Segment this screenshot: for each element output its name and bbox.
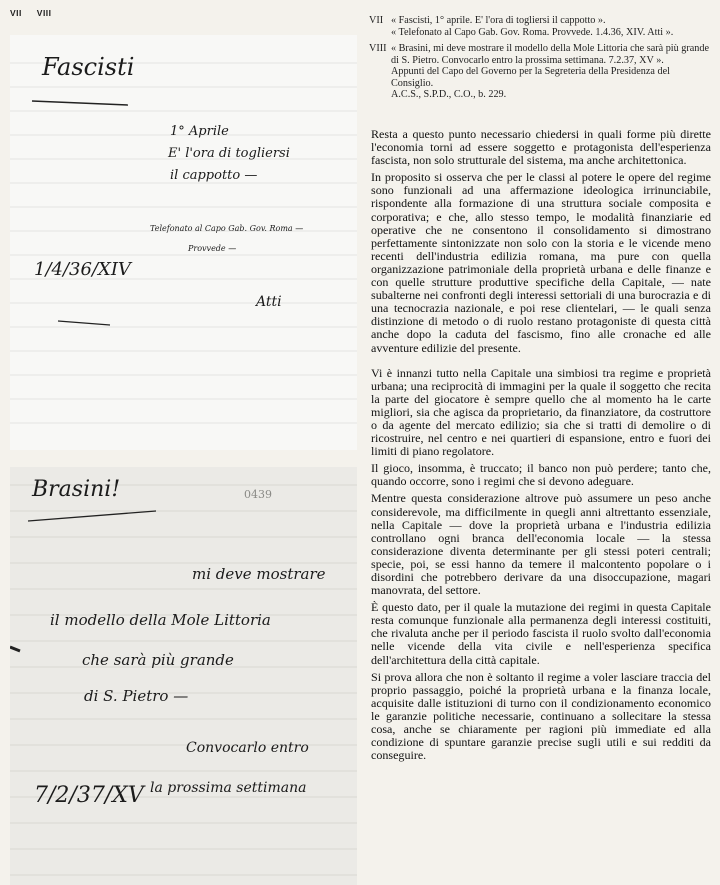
heading-underline [28,511,156,521]
note-line-5: Convocarlo entro [186,740,309,756]
archive-stamp-number: 0439 [244,488,272,501]
handwritten-note-viii [10,467,357,885]
paragraph: In proposito si osserva che per le classi al potere le opere del regime sono funzionali ad una affermazione ideologica irrinunciabile, rispondente alla formazione di una struttura sociale composita e corporativa; e che, allo stesso tempo, le modalità finanziarie ed operative che ne consentono il consolidamento si dimostrano perfettamente sintonizzate non solo con la storia e le vicende meno recenti dell'industria edilizia romana, ma pure con quella organizzazione patrimoniale della proprietà urbana e delle finanze e con quelle strutture produttive specifiche della Capitale, — nate subalterne nei confronti degli interessi settoriali di una burocrazia e di una tecnocrazia nazionale, e poi rese clientelari, — le quali senza distinzione di metodo o di ruolo restano protagoniste di questa città anche dopo la caduta del fascismo, fino alle cronache ed alle avventure edilizie del presente. [371,170,711,355]
caption-line: « Fascisti, 1° aprile. E' l'ora di togliersi il cappotto ». [391,15,606,26]
phone-line-1: Telefonato al Capo Gab. Gov. Roma — [150,224,304,233]
note-line-2: il modello della Mole Littoria [50,611,271,629]
note-line-4: di S. Pietro — [84,687,189,705]
phone-line-2: Provvede — [188,244,237,253]
caption-viii [369,43,714,101]
paragraph: È questo dato, per il quale la mutazione dei regimi in questa Capitale resta comunque funzionale alla permanenza degli interessi costituiti, che rivaluta anche per il periodo fascista il ruolo svolto dall'economia nelle vicende della vita civile e nell'esperienza specifica dell'architettura della città capitale. [371,600,711,667]
note-date: 7/2/37/XV [34,783,144,808]
note-line-3: che sarà più grande [82,651,234,669]
paragraph: Si prova allora che non è soltanto il regime a voler lasciare traccia del proprio passaggio, poiché la proprietà urbana e la finanza locale, acquisite dalle istituzioni di turno con il condizionamento economico le garanzie politiche necessarie, continuano a sollecitare la stessa cosa, anche se chiaramente per ragioni più immediate ed alla condizione di spuntare garanzie precise sugli utili e sui redditi da conseguire. [371,669,711,763]
ruled-paper-lines [10,467,357,885]
note-line-1: mi deve mostrare [192,565,326,583]
note-signature: Atti [256,294,282,310]
caption-line: A.C.S., S.P.D., C.O., b. 229. [391,89,507,100]
note-line-6: la prossima settimana [150,780,307,796]
caption-line: « Telefonato al Capo Gab. Gov. Roma. Provvede. 1.4.36, XIV. Atti ». [391,26,674,38]
ruled-paper-lines [10,35,357,450]
plate-label-vii: VII [10,8,22,18]
plate-captions [369,15,714,106]
paragraph: Vi è innanzi tutto nella Capitale una simbiosi tra regime e proprietà urbana; una reciprocità di immagini per la quale il soggetto che recita la parte del giocatore è sempre quello che al momento ha le carte migliori, sia che agisca da proprietario, da finanziatore, da costruttore o da agente del mercato edilizio; sia che si tratti di demolire o di ricostruire, nel centro e nei quartieri di espansione, entro e fuori dei limiti di piano regolatore. [371,365,711,459]
note-line-3: il cappotto — [170,168,258,183]
margin-mark [10,647,20,651]
article-body [371,128,711,766]
plate-label-viii: VIII [36,8,52,18]
date-underline [58,321,110,325]
caption-number: VII [369,15,384,26]
paragraph: Mentre questa considerazione altrove può assumere un peso anche considerevole, ma difficilmente in quegli anni altrettanto essenziale, nella Capitale — dove la proprietà urbana e l'industria edilizia controllano ogni branca dell'economia locale — la stessa considerazione diventa determinante per gli stessi poteri centrali; specie, poi, se essi hanno da temere il malcontento popolare o i disordini che potrebbero derivare da una disoccupazione, magari manovrata, del settore. [371,491,711,598]
caption-vii [369,15,714,38]
caption-line: Appunti del Capo del Governo per la Segreteria della Presidenza del Consiglio. [391,66,670,89]
note-date: 1/4/36/XIV [34,259,131,280]
caption-number: VIII [369,43,387,54]
caption-line: « Brasini, mi deve mostrare il modello della Mole Littoria che sarà più grande di S. Pietro. Convocarlo entro la prossima settimana. 7.2.37, XV ». [391,43,709,66]
paragraph: Resta a questo punto necessario chiedersi in quali forme più dirette l'economia torni ad essere soggetto e protagonista dell'esperienza fascista, non solo strutturale del sistema, ma anche architettonica. [371,127,711,168]
note-line-2: E' l'ora di togliersi [168,146,290,161]
heading-underline [32,101,128,105]
paragraph: Il gioco, insomma, è truccato; il banco non può perdere; tanto che, quando occorre, sono i regimi che si devono adeguare. [371,461,711,489]
note-heading: Brasini! [32,477,121,502]
handwritten-note-vii [10,35,357,450]
plate-labels [10,8,64,18]
note-heading: Fascisti [42,53,135,81]
note-line-1: 1° Aprile [170,124,229,139]
